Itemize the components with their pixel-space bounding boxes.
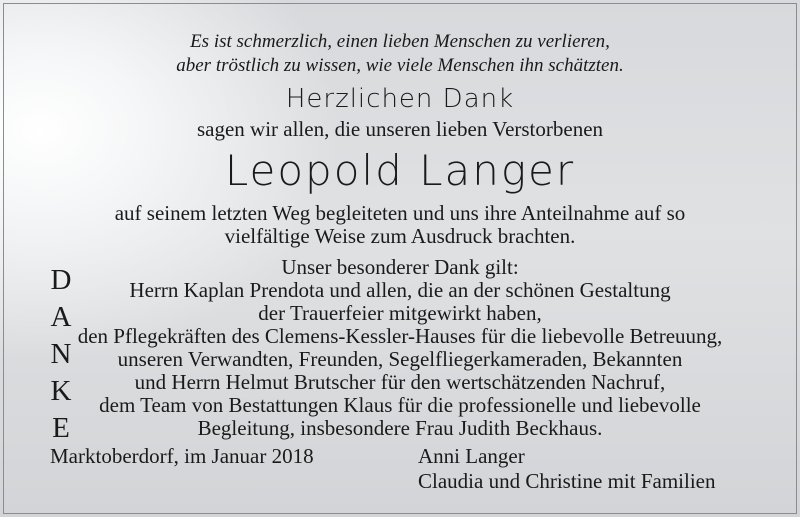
quote-line-1: Es ist schmerzlich, einen lieben Menschen zu verlieren,: [190, 31, 610, 52]
intro-line: sagen wir allen, die unseren lieben Verstorbenen: [196, 117, 604, 141]
signer-name: Anni Langer: [418, 444, 525, 468]
thanks-line: Begleitung, insbesondere Frau Judith Beckhaus.: [197, 416, 603, 440]
signer-name: Claudia und Christine mit Familien: [418, 469, 716, 493]
danke-letter: D: [50, 264, 72, 296]
deceased-name: Leopold Langer: [224, 146, 576, 195]
danke-letter: K: [50, 375, 72, 407]
thanks-line: Herrn Kaplan Prendota und allen, die an der schönen Gestaltung: [129, 278, 671, 302]
danke-letter: E: [52, 412, 70, 444]
heading-herzlichen-dank: Herzlichen Dank: [285, 84, 515, 114]
thanks-line: unseren Verwandten, Freunden, Segelfliegerkameraden, Bekannten: [117, 347, 683, 371]
quote-line-2: aber tröstlich zu wissen, wie viele Menschen ihn schätzten.: [176, 55, 624, 76]
thanks-line: und Herrn Helmut Brutscher für den wertschätzenden Nachruf,: [134, 370, 666, 394]
body-line-2: vielfältige Weise zum Ausdruck brachten.: [224, 224, 576, 248]
body-line-1: auf seinem letzten Weg begleiteten und uns ihre Anteilnahme auf so: [114, 201, 686, 225]
thanks-intro: Unser besonderer Dank gilt:: [281, 255, 519, 279]
danke-vertical-word: [46, 262, 76, 447]
place-and-date: Marktoberdorf, im Januar 2018: [50, 444, 314, 468]
thanks-line: der Trauerfeier mitgewirkt haben,: [258, 301, 542, 325]
danke-letter: N: [50, 338, 72, 370]
signers: [418, 444, 715, 494]
thanks-line: dem Team von Bestattungen Klaus für die professionelle und liebevolle: [99, 393, 701, 417]
thanks-line: den Pflegekräften des Clemens-Kessler-Hauses für die liebevolle Betreuung,: [77, 324, 723, 348]
danke-letter: A: [50, 301, 72, 333]
